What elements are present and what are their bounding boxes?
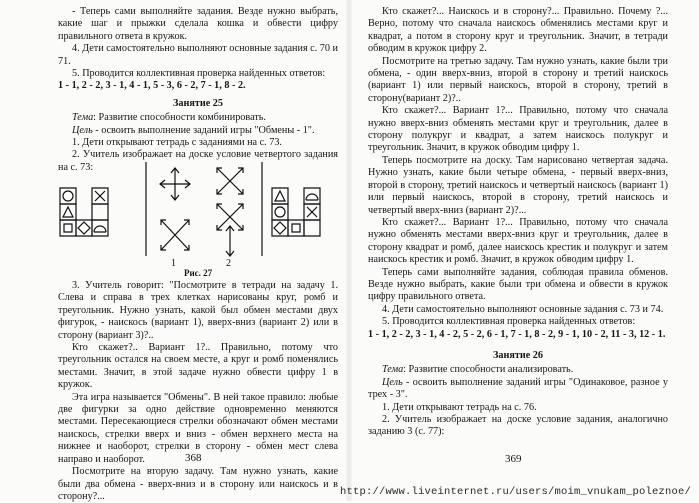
circle-shape xyxy=(275,207,285,217)
square-shape xyxy=(292,224,300,232)
left-top-text xyxy=(58,6,338,174)
goal-line xyxy=(368,377,668,402)
paragraph: 4. Дети самостоятельно выполняют основные задания с. 73 и 74. xyxy=(382,303,664,315)
tema-text: : Развитие способности анализировать. xyxy=(403,364,574,376)
goal-text: - освоить выполнение заданий игры "Обмены - 1". xyxy=(92,124,315,136)
paragraph: Эта игра называется "Обмены". В ней такое правило: любые две фигурки за одно действие одновременно меняются местами. Пересекающиеся стрелки обозначают обмен местами наискось, стрелки вверх и вниз - обмен верхнего места на нижнее и наоборот, стрелки в сторону - обмен мест слева направо и наоборот. xyxy=(58,391,338,465)
page-number-left: 368 xyxy=(185,452,202,464)
paragraph: 3. Учитель говорит: "Посмотрите в тетради на задачу 1. Слева и справа в трех клетках нарисованы круг, ромб и треугольник. Нужно узнать, какой был обмен местами двух фигурок, - наискось (вариант 1), вверх-вниз (вариант 2) или в сторону (вариант 3)?.. xyxy=(58,280,338,341)
right-page xyxy=(349,0,699,501)
goal-line xyxy=(58,125,338,137)
grid-cell xyxy=(92,204,108,220)
tema-line xyxy=(58,112,338,124)
goal-label: Цель xyxy=(382,376,403,388)
goal-label: Цель xyxy=(72,124,93,136)
paragraph: 2. Учитель изображает на доске условие четвертого задания на с. 73: xyxy=(58,149,338,173)
paragraph: Теперь посмотрите на доску. Там нарисовано четвертая задача. Нужно узнать, какие были четыре обмена, - первый вверх-вниз, второй в сторону, третий наискось и четвертый наискось (вариант 1) или первый наискось, второй в сторону, третий наискось и четвертый вверх-вниз (вариант 2)?... xyxy=(368,154,668,216)
paragraph: 2. Учитель изображает на доске условие задания, аналогично заданию 3 (с. 77): xyxy=(368,414,668,438)
triangle-shape xyxy=(275,191,285,201)
arrows-column-1 xyxy=(160,168,190,250)
right-text xyxy=(368,6,668,439)
exchange-figure xyxy=(58,160,340,270)
paragraph: 1. Дети открывают тетрадь с заданиями на с. 73. xyxy=(72,137,282,149)
grid-cell xyxy=(92,220,108,236)
square-shape xyxy=(64,224,72,232)
arrows-column-2 xyxy=(217,168,243,256)
lesson-title: Занятие 26 xyxy=(493,349,543,361)
tema-line xyxy=(368,364,668,376)
goal-text: - освоить выполнение заданий игры "Одинаковое, разное у трех - 3". xyxy=(368,376,668,401)
tema-text: : Развитие способности комбинировать. xyxy=(93,112,266,124)
left-page xyxy=(0,0,349,501)
grid-cell xyxy=(304,188,320,204)
paragraph: 5. Проводится коллективная проверка найденных ответов: xyxy=(72,68,326,80)
page-number-right: 369 xyxy=(505,453,522,465)
tema-label: Тема xyxy=(382,364,404,376)
paragraph: 4. Дети самостоятельно выполняют основные задания с. 70 и 71. xyxy=(58,43,338,67)
paragraph: Кто скажет?... Вариант 1?... Правильно, потому что сначала нужно вверх-вниз обменять местами круг и треугольник, далее в сторону полукруг и квадрат, а затем наискось полукруг и треугольник. Значит, в кружок обводим цифру 1. xyxy=(368,105,668,154)
paragraph: Посмотрите на третью задачу. Там нужно узнать, какие были три обмена, - один вверх-вниз, второй в сторону и третий наискось (вариант 1) или первый наискось, второй в сторону, третий в сторону(вариант 2)?.. xyxy=(368,55,668,104)
paragraph: Кто скажет?.. Вариант 1?.. Правильно, потому что треугольник остался на своем месте, а круг и ромб поменялись местами. Значит, в этой задаче нужно обвести цифру 1 в кружок. xyxy=(58,342,338,391)
triangle-shape xyxy=(63,207,73,217)
grid-cell xyxy=(304,220,320,236)
diamond-shape xyxy=(78,222,90,234)
paragraph: - Теперь сами выполняйте задания. Везде нужно выбрать, какие шаг и прыжки сделала кошка и обвести цифру правильного ответа в кружок. xyxy=(58,6,338,42)
paragraph: Теперь сами выполняйте задания, соблюдая правила обменов. Везде нужно выбрать, какие были три обмена и обвести в кружок цифру правильного ответа. xyxy=(368,266,668,303)
diamond-shape xyxy=(274,222,286,234)
paragraph: 5. Проводится коллективная проверка найденных ответов: xyxy=(382,316,636,328)
left-bottom-text xyxy=(58,280,338,503)
answers-line: 1 - 1, 2 - 2, 3 - 1, 4 - 1, 5 - 3, 6 - 2, 7 - 1, 8 - 2. xyxy=(58,80,246,92)
semicircle-shape xyxy=(306,194,318,200)
grid-cell xyxy=(288,220,304,236)
paragraph: Посмотрите на вторую задачу. Там нужно узнать, какие были два обмена - вверх-вниз и в сторону или наискось и в сторону?... xyxy=(58,466,338,502)
option-number-1: 1 xyxy=(171,258,176,269)
lesson-title: Занятие 25 xyxy=(173,97,223,109)
figure-caption: Рис. 27 xyxy=(184,268,213,278)
paragraph: 1. Дети открывают тетрадь на с. 76. xyxy=(382,401,537,413)
circle-shape xyxy=(63,191,73,201)
grid-cell xyxy=(60,220,76,236)
source-url[interactable]: http://www.liveinternet.ru/users/moim_vnukam_poleznoe/ xyxy=(339,486,691,498)
paragraph: Кто скажет?... Вариант 1?... Правильно, потому что сначала нужно обменять местами вверх-вниз круг и треугольник, далее в сторону квадрат и ромб, далее наискось крестик и полукруг и затем наискось крестик и ромб. Значит, в кружок обводим цифру 1. xyxy=(368,216,668,266)
paragraph: Кто скажет?... Наискось и в сторону?... Правильно. Почему ?... Верно, потому что сначала наискось обменялись местами круг и квадрат, а потом в сторону круг и треугольник. Значит, в тетради обводим в кружок цифру 2. xyxy=(368,6,668,55)
option-number-2: 2 xyxy=(226,258,231,269)
tema-label: Тема xyxy=(72,112,94,124)
semicircle-shape xyxy=(94,226,106,232)
answers-line: 1 - 1, 2 - 2, 3 - 1, 4 - 2, 5 - 2, 6 - 1, 7 - 1, 8 - 2, 9 - 1, 10 - 2, 11 - 3, 12 - 1. xyxy=(368,328,666,340)
